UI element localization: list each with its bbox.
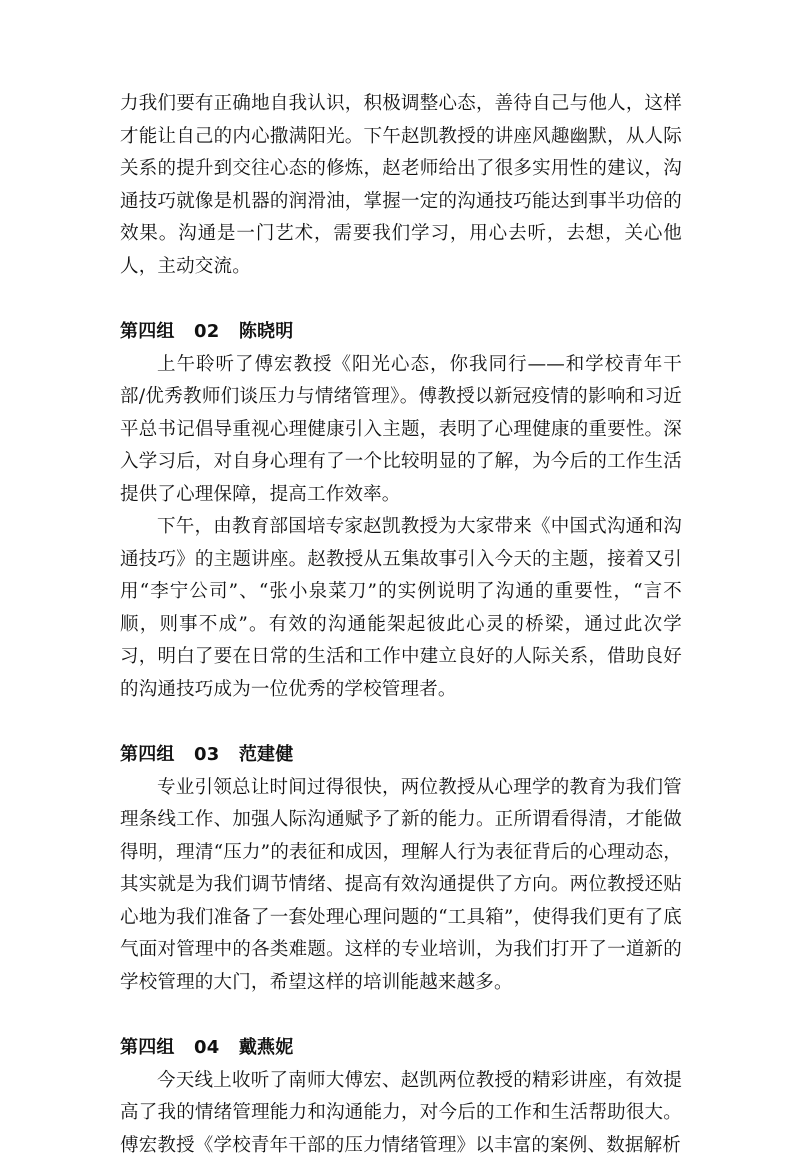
section-fan-jianjian <box>120 739 682 999</box>
section-heading: 第四组 03 范建健 <box>120 739 682 772</box>
body-paragraph: 今天线上收听了南师大傅宏、赵凯两位教授的精彩讲座，有效提高了我的情绪管理能力和沟通能力，对今后的工作和生活帮助很大。傅宏教授《学校青年干部的压力情绪管理》以丰富的案例、数据解析 <box>120 1065 682 1162</box>
document-page <box>120 88 682 1162</box>
section-chen-xiaoming <box>120 316 682 706</box>
section-dai-yanni <box>120 1032 682 1162</box>
body-paragraph: 专业引领总让时间过得很快，两位教授从心理学的教育为我们管理条线工作、加强人际沟通赋予了新的能力。正所谓看得清，才能做得明，理清“压力”的表征和成因，理解人行为表征背后的心理动态，其实就是为我们调节情绪、提高有效沟通提供了方向。两位教授还贴心地为我们准备了一套处理心理问题的“工具箱”，使得我们更有了底气面对管理中的各类难题。这样的专业培训，为我们打开了一道新的学校管理的大门，希望这样的培训能越来越多。 <box>120 772 682 1000</box>
body-paragraph: 上午聆听了傅宏教授《阳光心态，你我同行——和学校青年干部/优秀教师们谈压力与情绪管理》。傅教授以新冠疫情的影响和习近平总书记倡导重视心理健康引入主题，表明了心理健康的重要性。深入学习后，对自身心理有了一个比较明显的了解，为今后的工作生活提供了心理保障，提高工作效率。 <box>120 349 682 512</box>
intro-paragraph: 力我们要有正确地自我认识，积极调整心态，善待自己与他人，这样才能让自己的内心撒满阳光。下午赵凯教授的讲座风趣幽默，从人际关系的提升到交往心态的修炼，赵老师给出了很多实用性的建议，沟通技巧就像是机器的润滑油，掌握一定的沟通技巧能达到事半功倍的效果。沟通是一门艺术，需要我们学习，用心去听，去想，关心他人，主动交流。 <box>120 88 682 283</box>
section-heading: 第四组 04 戴燕妮 <box>120 1032 682 1065</box>
section-heading: 第四组 02 陈晓明 <box>120 316 682 349</box>
body-paragraph: 下午，由教育部国培专家赵凯教授为大家带来《中国式沟通和沟通技巧》的主题讲座。赵教授从五集故事引入今天的主题，接着又引用“李宁公司”、“张小泉菜刀”的实例说明了沟通的重要性，“言不顺，则事不成”。有效的沟通能架起彼此心灵的桥梁，通过此次学习，明白了要在日常的生活和工作中建立良好的人际关系，借助良好的沟通技巧成为一位优秀的学校管理者。 <box>120 511 682 706</box>
